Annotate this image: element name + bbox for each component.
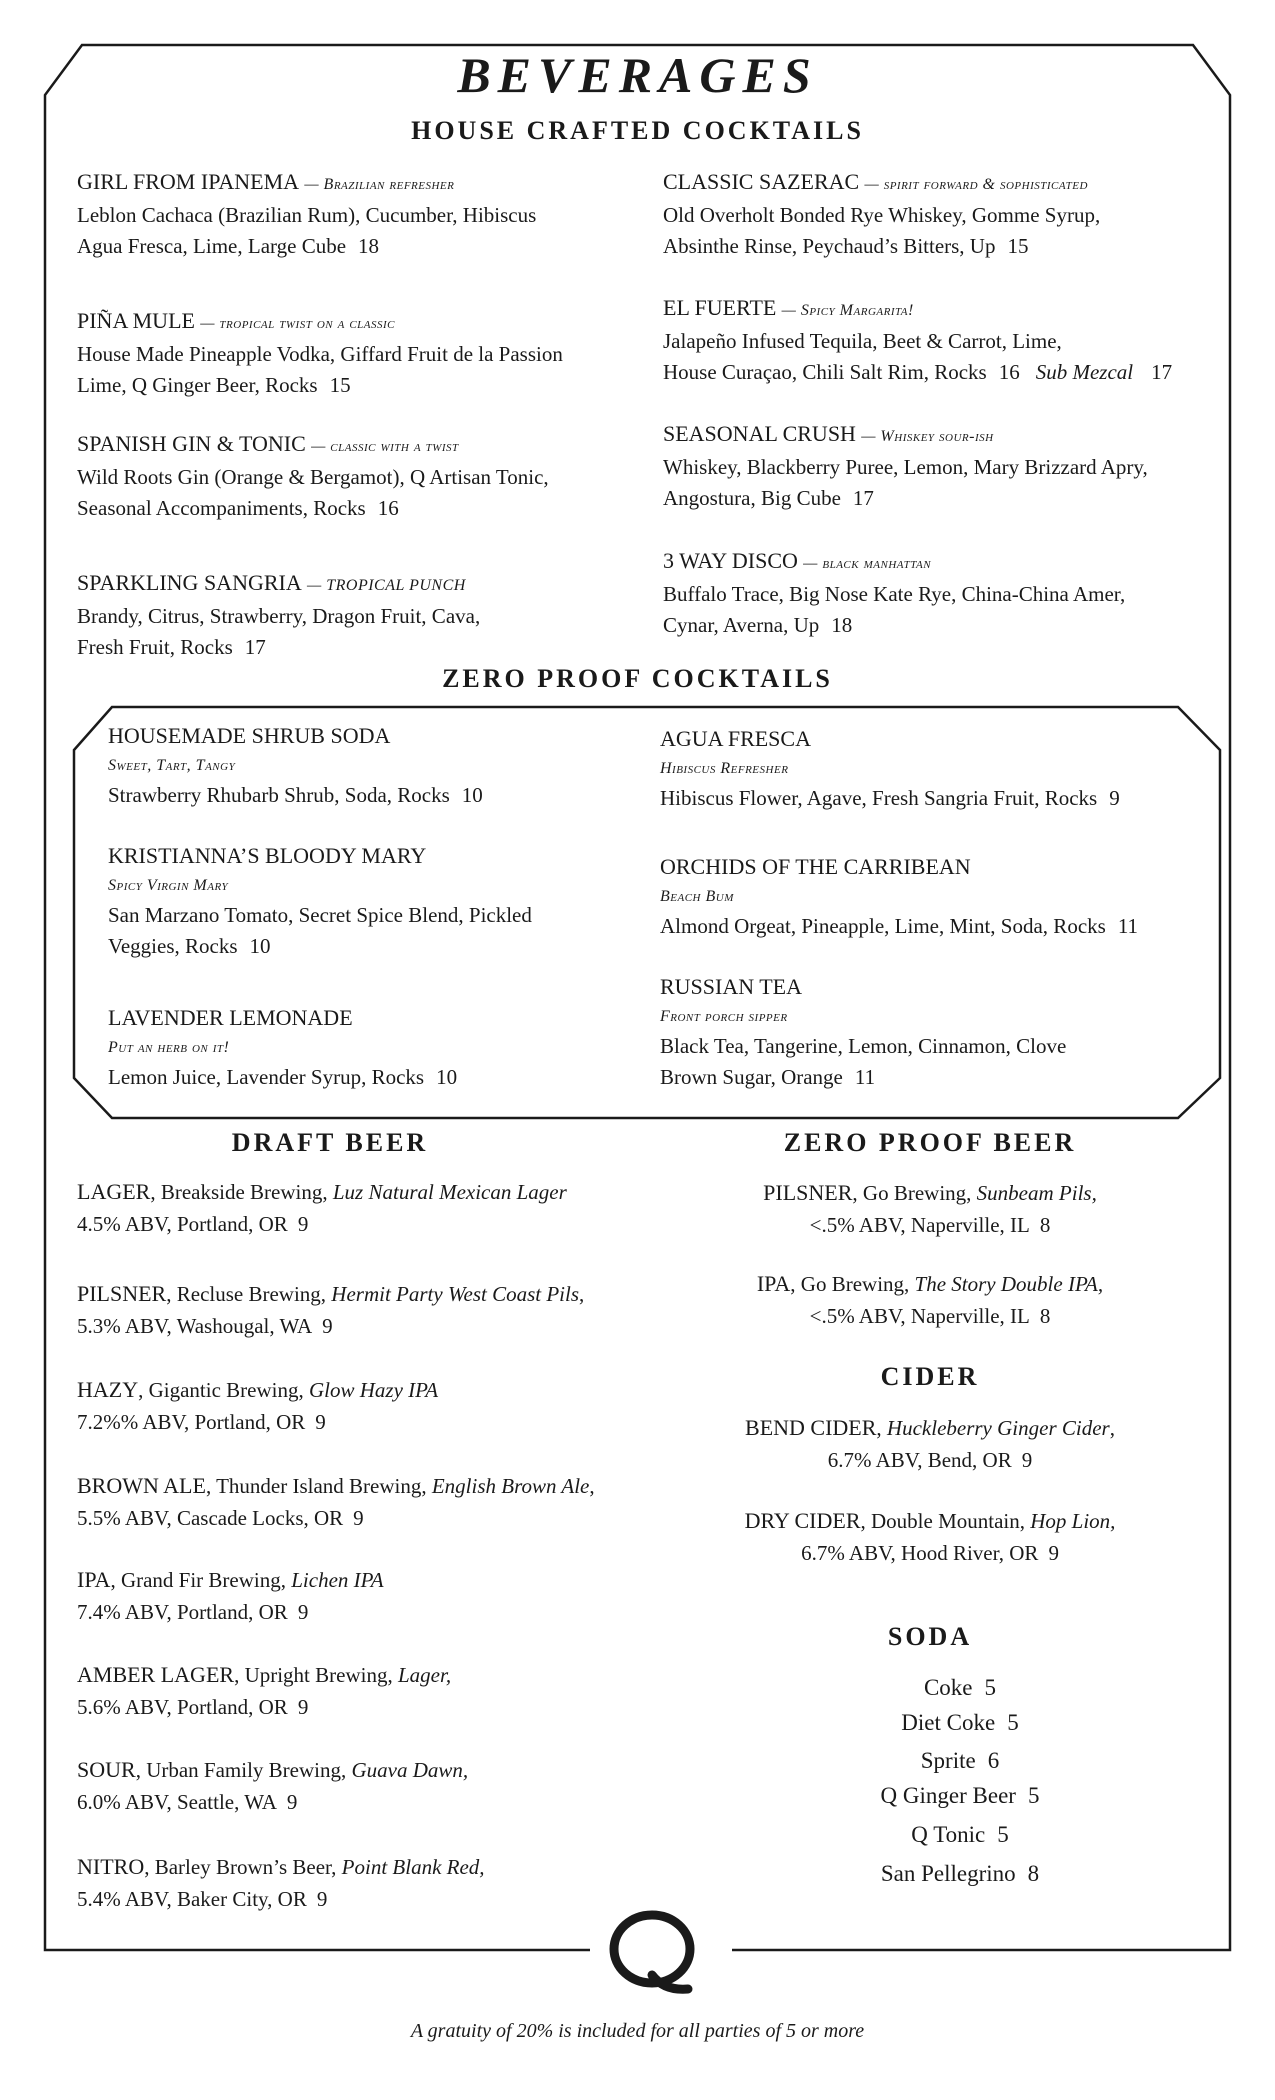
zero-proof-shrub-soda: HOUSEMADE SHRUB SODA Sweet, Tart, Tangy Strawberry Rhubarb Shrub, Soda, Rocks 10 (108, 723, 483, 807)
draft-amber-lager: AMBER LAGER, Upright Brewing, Lager, 5.6% ABV, Portland, OR 9 (77, 1662, 452, 1719)
draft-brown-ale: BROWN ALE, Thunder Island Brewing, English Brown Ale, 5.5% ABV, Cascade Locks, OR 9 (77, 1473, 595, 1530)
draft-sour: SOUR, Urban Family Brewing, Guava Dawn, 6.0% ABV, Seattle, WA 9 (77, 1757, 469, 1814)
zero-proof-lavender-lemonade: LAVENDER LEMONADE Put an herb on it! Lemon Juice, Lavender Syrup, Rocks 10 (108, 1005, 458, 1089)
draft-nitro: NITRO, Barley Brown’s Beer, Point Blank Red, 5.4% ABV, Baker City, OR 9 (77, 1854, 485, 1911)
cocktail-girl-from-ipanema: GIRL FROM IPANEMA — Brazilian refresher Leblon Cachaca (Brazilian Rum), Cucumber, Hibiscus Agua Fresca, Lime, Large Cube 18 (77, 169, 537, 258)
cocktail-seasonal-crush: SEASONAL CRUSH — Whiskey sour-ish Whiskey, Blackberry Puree, Lemon, Mary Brizzard Apry, Angostura, Big Cube 17 (663, 421, 1148, 510)
cider-bend: BEND CIDER, Huckleberry Ginger Cider, 6.7% ABV, Bend, OR 9 (745, 1415, 1115, 1472)
page-title: BEVERAGES (457, 47, 818, 103)
cocktail-3-way-disco: 3 WAY DISCO — black manhattan Buffalo Trace, Big Nose Kate Rye, China-China Amer, Cynar, Averna, Up 18 (663, 548, 1126, 637)
zero-proof-orchids: ORCHIDS OF THE CARRIBEAN Beach Bum Almond Orgeat, Pineapple, Lime, Mint, Soda, Rocks 11 (660, 854, 1139, 938)
draft-hazy: HAZY, Gigantic Brewing, Glow Hazy IPA 7.2%% ABV, Portland, OR 9 (77, 1377, 439, 1434)
cocktail-classic-sazerac: CLASSIC SAZERAC — spirit forward & sophisticated Old Overholt Bonded Rye Whiskey, Gomme Syrup, Absinthe Rinse, Peychaud’s Bitters, Up 15 (663, 169, 1101, 258)
zero-proof-bloody-mary: KRISTIANNA’S BLOODY MARY Spicy Virgin Mary San Marzano Tomato, Secret Spice Blend, Pickled Veggies, Rocks 10 (108, 843, 532, 958)
soda-sprite: Sprite 6 (920, 1748, 1000, 1773)
draft-beer-heading: DRAFT BEER (231, 1128, 429, 1157)
cocktail-el-fuerte: EL FUERTE — Spicy Margarita! Jalapeño Infused Tequila, Beet & Carrot, Lime, House Curaçao, Chili Salt Rim, Rocks 16 Sub Mezcal 17 (663, 295, 1173, 384)
draft-lager: LAGER, Breakside Brewing, Luz Natural Mexican Lager 4.5% ABV, Portland, OR 9 (77, 1179, 567, 1236)
zero-proof-cocktails-heading: ZERO PROOF COCKTAILS (442, 664, 833, 693)
zero-proof-beer-heading: ZERO PROOF BEER (783, 1128, 1077, 1157)
soda-q-ginger-beer: Q Ginger Beer 5 (880, 1783, 1040, 1808)
zero-proof-pilsner: PILSNER, Go Brewing, Sunbeam Pils, <.5% ABV, Naperville, IL 8 (763, 1180, 1097, 1237)
cocktail-spanish-gin-tonic: SPANISH GIN & TONIC — classic with a twist Wild Roots Gin (Orange & Bergamot), Q Artisan Tonic, Seasonal Accompaniments, Rocks 16 (77, 431, 549, 520)
cocktail-sparkling-sangria: SPARKLING SANGRIA — TROPICAL PUNCH Brandy, Citrus, Strawberry, Dragon Fruit, Cava, Fresh Fruit, Rocks 17 (77, 570, 481, 659)
cocktail-pina-mule: PIÑA MULE — tropical twist on a classic House Made Pineapple Vodka, Giffard Fruit de la Passion Lime, Q Ginger Beer, Rocks 15 (77, 308, 563, 397)
gratuity-note: A gratuity of 20% is included for all parties of 5 or more (410, 2020, 865, 2042)
cider-dry: DRY CIDER, Double Mountain, Hop Lion, 6.7% ABV, Hood River, OR 9 (744, 1508, 1116, 1565)
soda-diet-coke: Diet Coke 5 (901, 1710, 1019, 1735)
soda-san-pellegrino: San Pellegrino 8 (880, 1861, 1040, 1886)
soda-coke: Coke 5 (923, 1675, 997, 1700)
draft-ipa: IPA, Grand Fir Brewing, Lichen IPA 7.4% ABV, Portland, OR 9 (77, 1567, 384, 1624)
zero-proof-russian-tea: RUSSIAN TEA Front porch sipper Black Tea, Tangerine, Lemon, Cinnamon, Clove Brown Sugar, Orange 11 (660, 974, 1067, 1089)
soda-q-tonic: Q Tonic 5 (911, 1822, 1009, 1847)
q-logo-icon (606, 1905, 701, 2005)
zero-proof-agua-fresca: AGUA FRESCA Hibiscus Refresher Hibiscus Flower, Agave, Fresh Sangria Fruit, Rocks 9 (660, 726, 1120, 810)
zero-proof-ipa: IPA, Go Brewing, The Story Double IPA, <.5% ABV, Naperville, IL 8 (756, 1271, 1104, 1328)
house-cocktails-heading: HOUSE CRAFTED COCKTAILS (411, 116, 864, 145)
draft-pilsner: PILSNER, Recluse Brewing, Hermit Party West Coast Pils, 5.3% ABV, Washougal, WA 9 (77, 1281, 585, 1338)
soda-heading: SODA (887, 1622, 973, 1651)
cider-heading: CIDER (880, 1362, 980, 1391)
